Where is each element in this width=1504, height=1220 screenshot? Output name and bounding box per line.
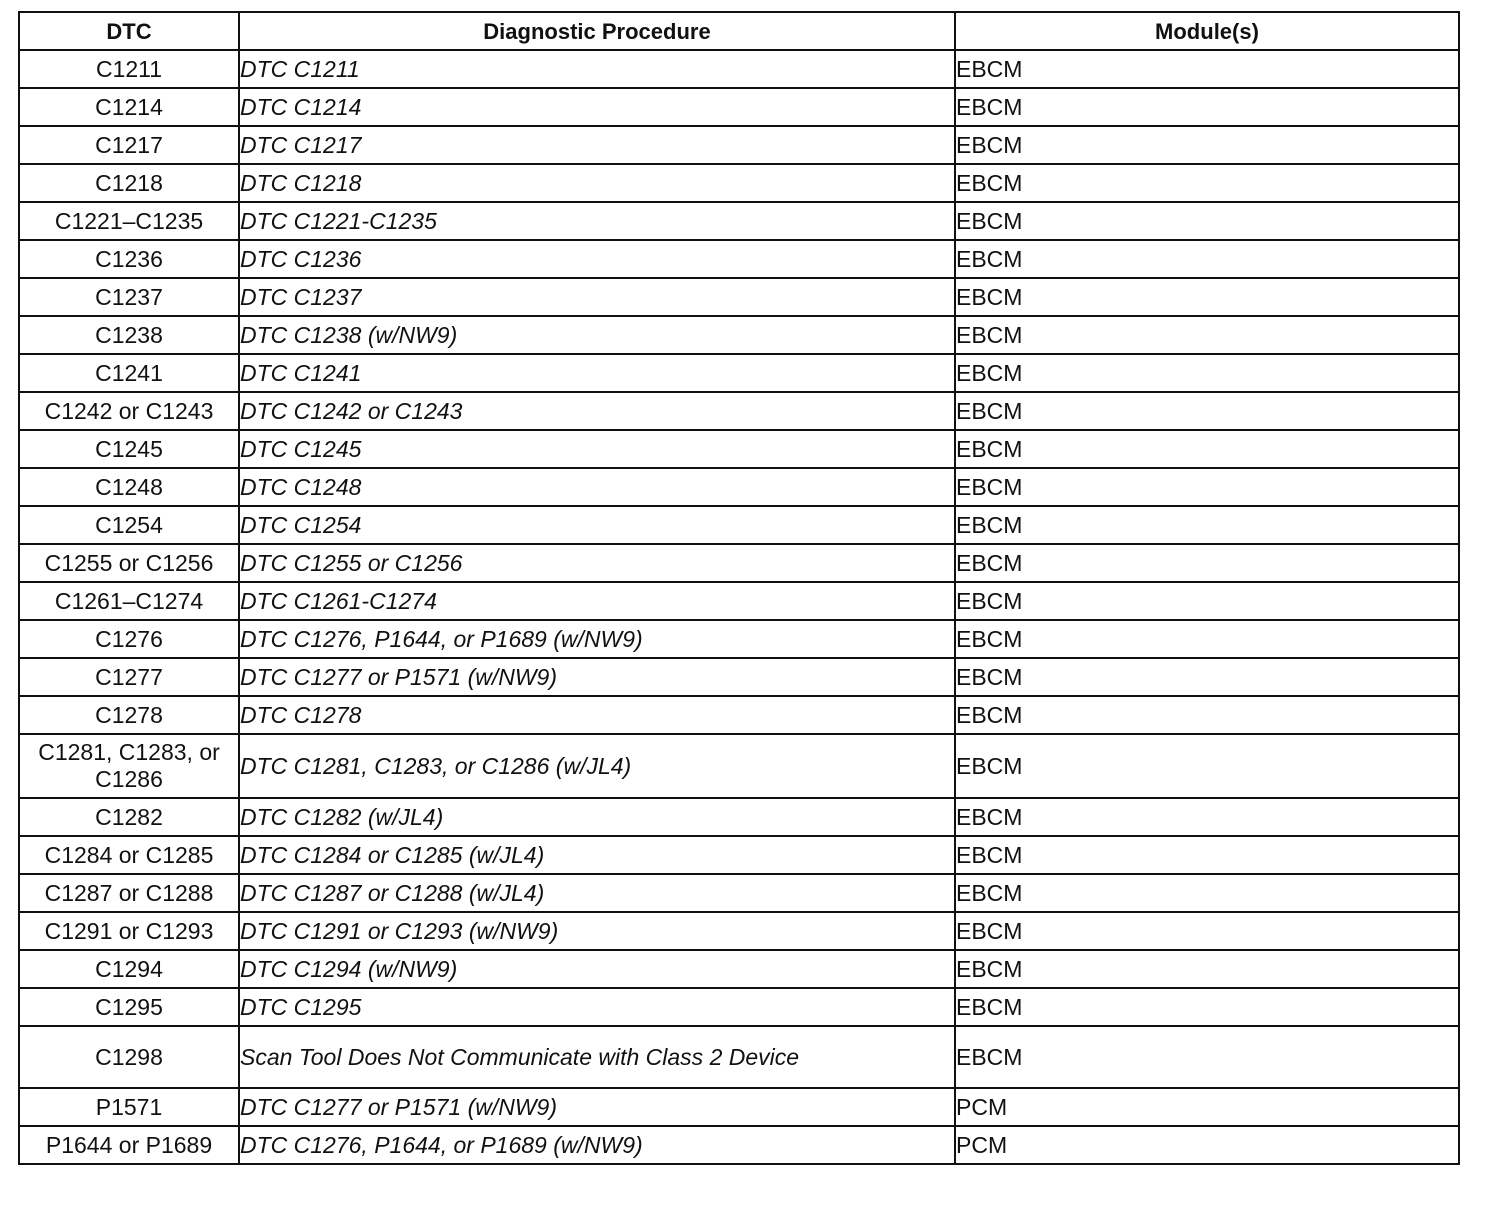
dtc-cell: C1287 or C1288	[19, 874, 239, 912]
dtc-cell: C1237	[19, 278, 239, 316]
dtc-cell: C1214	[19, 88, 239, 126]
dtc-cell: C1211	[19, 50, 239, 88]
dtc-cell: C1294	[19, 950, 239, 988]
dtc-cell: C1291 or C1293	[19, 912, 239, 950]
dtc-cell: C1236	[19, 240, 239, 278]
procedure-link[interactable]: DTC C1254	[239, 506, 955, 544]
procedure-link[interactable]: DTC C1276, P1644, or P1689 (w/NW9)	[239, 1126, 955, 1164]
dtc-cell: C1221–C1235	[19, 202, 239, 240]
module-cell: EBCM	[955, 950, 1459, 988]
table-row	[19, 354, 1459, 392]
dtc-cell: C1245	[19, 430, 239, 468]
procedure-link[interactable]: DTC C1284 or C1285 (w/JL4)	[239, 836, 955, 874]
module-cell: EBCM	[955, 734, 1459, 798]
procedure-link[interactable]: Scan Tool Does Not Communicate with Class 2 Device	[239, 1026, 955, 1088]
table-row	[19, 582, 1459, 620]
dtc-cell: C1241	[19, 354, 239, 392]
procedure-link[interactable]: DTC C1221-C1235	[239, 202, 955, 240]
dtc-cell: P1644 or P1689	[19, 1126, 239, 1164]
module-cell: EBCM	[955, 278, 1459, 316]
table-row	[19, 164, 1459, 202]
table-row	[19, 988, 1459, 1026]
header-modules: Module(s)	[955, 12, 1459, 50]
dtc-cell: C1248	[19, 468, 239, 506]
module-cell: EBCM	[955, 50, 1459, 88]
table-row	[19, 912, 1459, 950]
procedure-link[interactable]: DTC C1287 or C1288 (w/JL4)	[239, 874, 955, 912]
table-row	[19, 950, 1459, 988]
module-cell: EBCM	[955, 912, 1459, 950]
module-cell: EBCM	[955, 658, 1459, 696]
table-row	[19, 316, 1459, 354]
procedure-link[interactable]: DTC C1218	[239, 164, 955, 202]
module-cell: EBCM	[955, 430, 1459, 468]
module-cell: EBCM	[955, 392, 1459, 430]
module-cell: EBCM	[955, 240, 1459, 278]
procedure-link[interactable]: DTC C1278	[239, 696, 955, 734]
table-row	[19, 392, 1459, 430]
module-cell: EBCM	[955, 468, 1459, 506]
table-row	[19, 50, 1459, 88]
procedure-link[interactable]: DTC C1248	[239, 468, 955, 506]
procedure-link[interactable]: DTC C1238 (w/NW9)	[239, 316, 955, 354]
module-cell: EBCM	[955, 506, 1459, 544]
module-cell: PCM	[955, 1126, 1459, 1164]
module-cell: EBCM	[955, 1026, 1459, 1088]
procedure-link[interactable]: DTC C1277 or P1571 (w/NW9)	[239, 1088, 955, 1126]
module-cell: EBCM	[955, 126, 1459, 164]
dtc-cell: C1284 or C1285	[19, 836, 239, 874]
table-row	[19, 278, 1459, 316]
procedure-link[interactable]: DTC C1236	[239, 240, 955, 278]
table-row	[19, 544, 1459, 582]
table-row	[19, 696, 1459, 734]
dtc-cell: C1281, C1283, or C1286	[19, 734, 239, 798]
table-row	[19, 240, 1459, 278]
module-cell: EBCM	[955, 164, 1459, 202]
table-row	[19, 468, 1459, 506]
table-row	[19, 1126, 1459, 1164]
module-cell: EBCM	[955, 988, 1459, 1026]
dtc-cell: P1571	[19, 1088, 239, 1126]
procedure-link[interactable]: DTC C1245	[239, 430, 955, 468]
procedure-link[interactable]: DTC C1295	[239, 988, 955, 1026]
module-cell: PCM	[955, 1088, 1459, 1126]
table-row	[19, 88, 1459, 126]
dtc-cell: C1278	[19, 696, 239, 734]
table-row	[19, 126, 1459, 164]
dtc-cell: C1277	[19, 658, 239, 696]
dtc-cell: C1261–C1274	[19, 582, 239, 620]
table-row	[19, 874, 1459, 912]
module-cell: EBCM	[955, 798, 1459, 836]
dtc-table	[18, 11, 1460, 1165]
module-cell: EBCM	[955, 354, 1459, 392]
table-row	[19, 1026, 1459, 1088]
module-cell: EBCM	[955, 544, 1459, 582]
table-row	[19, 620, 1459, 658]
module-cell: EBCM	[955, 874, 1459, 912]
table-row	[19, 798, 1459, 836]
header-procedure: Diagnostic Procedure	[239, 12, 955, 50]
module-cell: EBCM	[955, 620, 1459, 658]
module-cell: EBCM	[955, 88, 1459, 126]
dtc-cell: C1282	[19, 798, 239, 836]
table-row	[19, 658, 1459, 696]
dtc-cell: C1276	[19, 620, 239, 658]
procedure-link[interactable]: DTC C1237	[239, 278, 955, 316]
procedure-link[interactable]: DTC C1277 or P1571 (w/NW9)	[239, 658, 955, 696]
procedure-link[interactable]: DTC C1242 or C1243	[239, 392, 955, 430]
procedure-link[interactable]: DTC C1276, P1644, or P1689 (w/NW9)	[239, 620, 955, 658]
table-row	[19, 836, 1459, 874]
procedure-link[interactable]: DTC C1217	[239, 126, 955, 164]
procedure-link[interactable]: DTC C1261-C1274	[239, 582, 955, 620]
table-row	[19, 734, 1459, 798]
module-cell: EBCM	[955, 202, 1459, 240]
module-cell: EBCM	[955, 836, 1459, 874]
header-dtc: DTC	[19, 12, 239, 50]
module-cell: EBCM	[955, 316, 1459, 354]
procedure-link[interactable]: DTC C1214	[239, 88, 955, 126]
dtc-cell: C1242 or C1243	[19, 392, 239, 430]
procedure-link[interactable]: DTC C1211	[239, 50, 955, 88]
table-row	[19, 202, 1459, 240]
dtc-cell: C1255 or C1256	[19, 544, 239, 582]
table-row	[19, 1088, 1459, 1126]
dtc-cell: C1295	[19, 988, 239, 1026]
module-cell: EBCM	[955, 582, 1459, 620]
dtc-cell: C1298	[19, 1026, 239, 1088]
header-row	[19, 12, 1459, 50]
dtc-cell: C1254	[19, 506, 239, 544]
procedure-link[interactable]: DTC C1255 or C1256	[239, 544, 955, 582]
procedure-link[interactable]: DTC C1282 (w/JL4)	[239, 798, 955, 836]
procedure-link[interactable]: DTC C1291 or C1293 (w/NW9)	[239, 912, 955, 950]
dtc-cell: C1238	[19, 316, 239, 354]
procedure-link[interactable]: DTC C1241	[239, 354, 955, 392]
module-cell: EBCM	[955, 696, 1459, 734]
table-row	[19, 430, 1459, 468]
procedure-link[interactable]: DTC C1281, C1283, or C1286 (w/JL4)	[239, 734, 955, 798]
dtc-cell: C1217	[19, 126, 239, 164]
table-row	[19, 506, 1459, 544]
procedure-link[interactable]: DTC C1294 (w/NW9)	[239, 950, 955, 988]
dtc-cell: C1218	[19, 164, 239, 202]
